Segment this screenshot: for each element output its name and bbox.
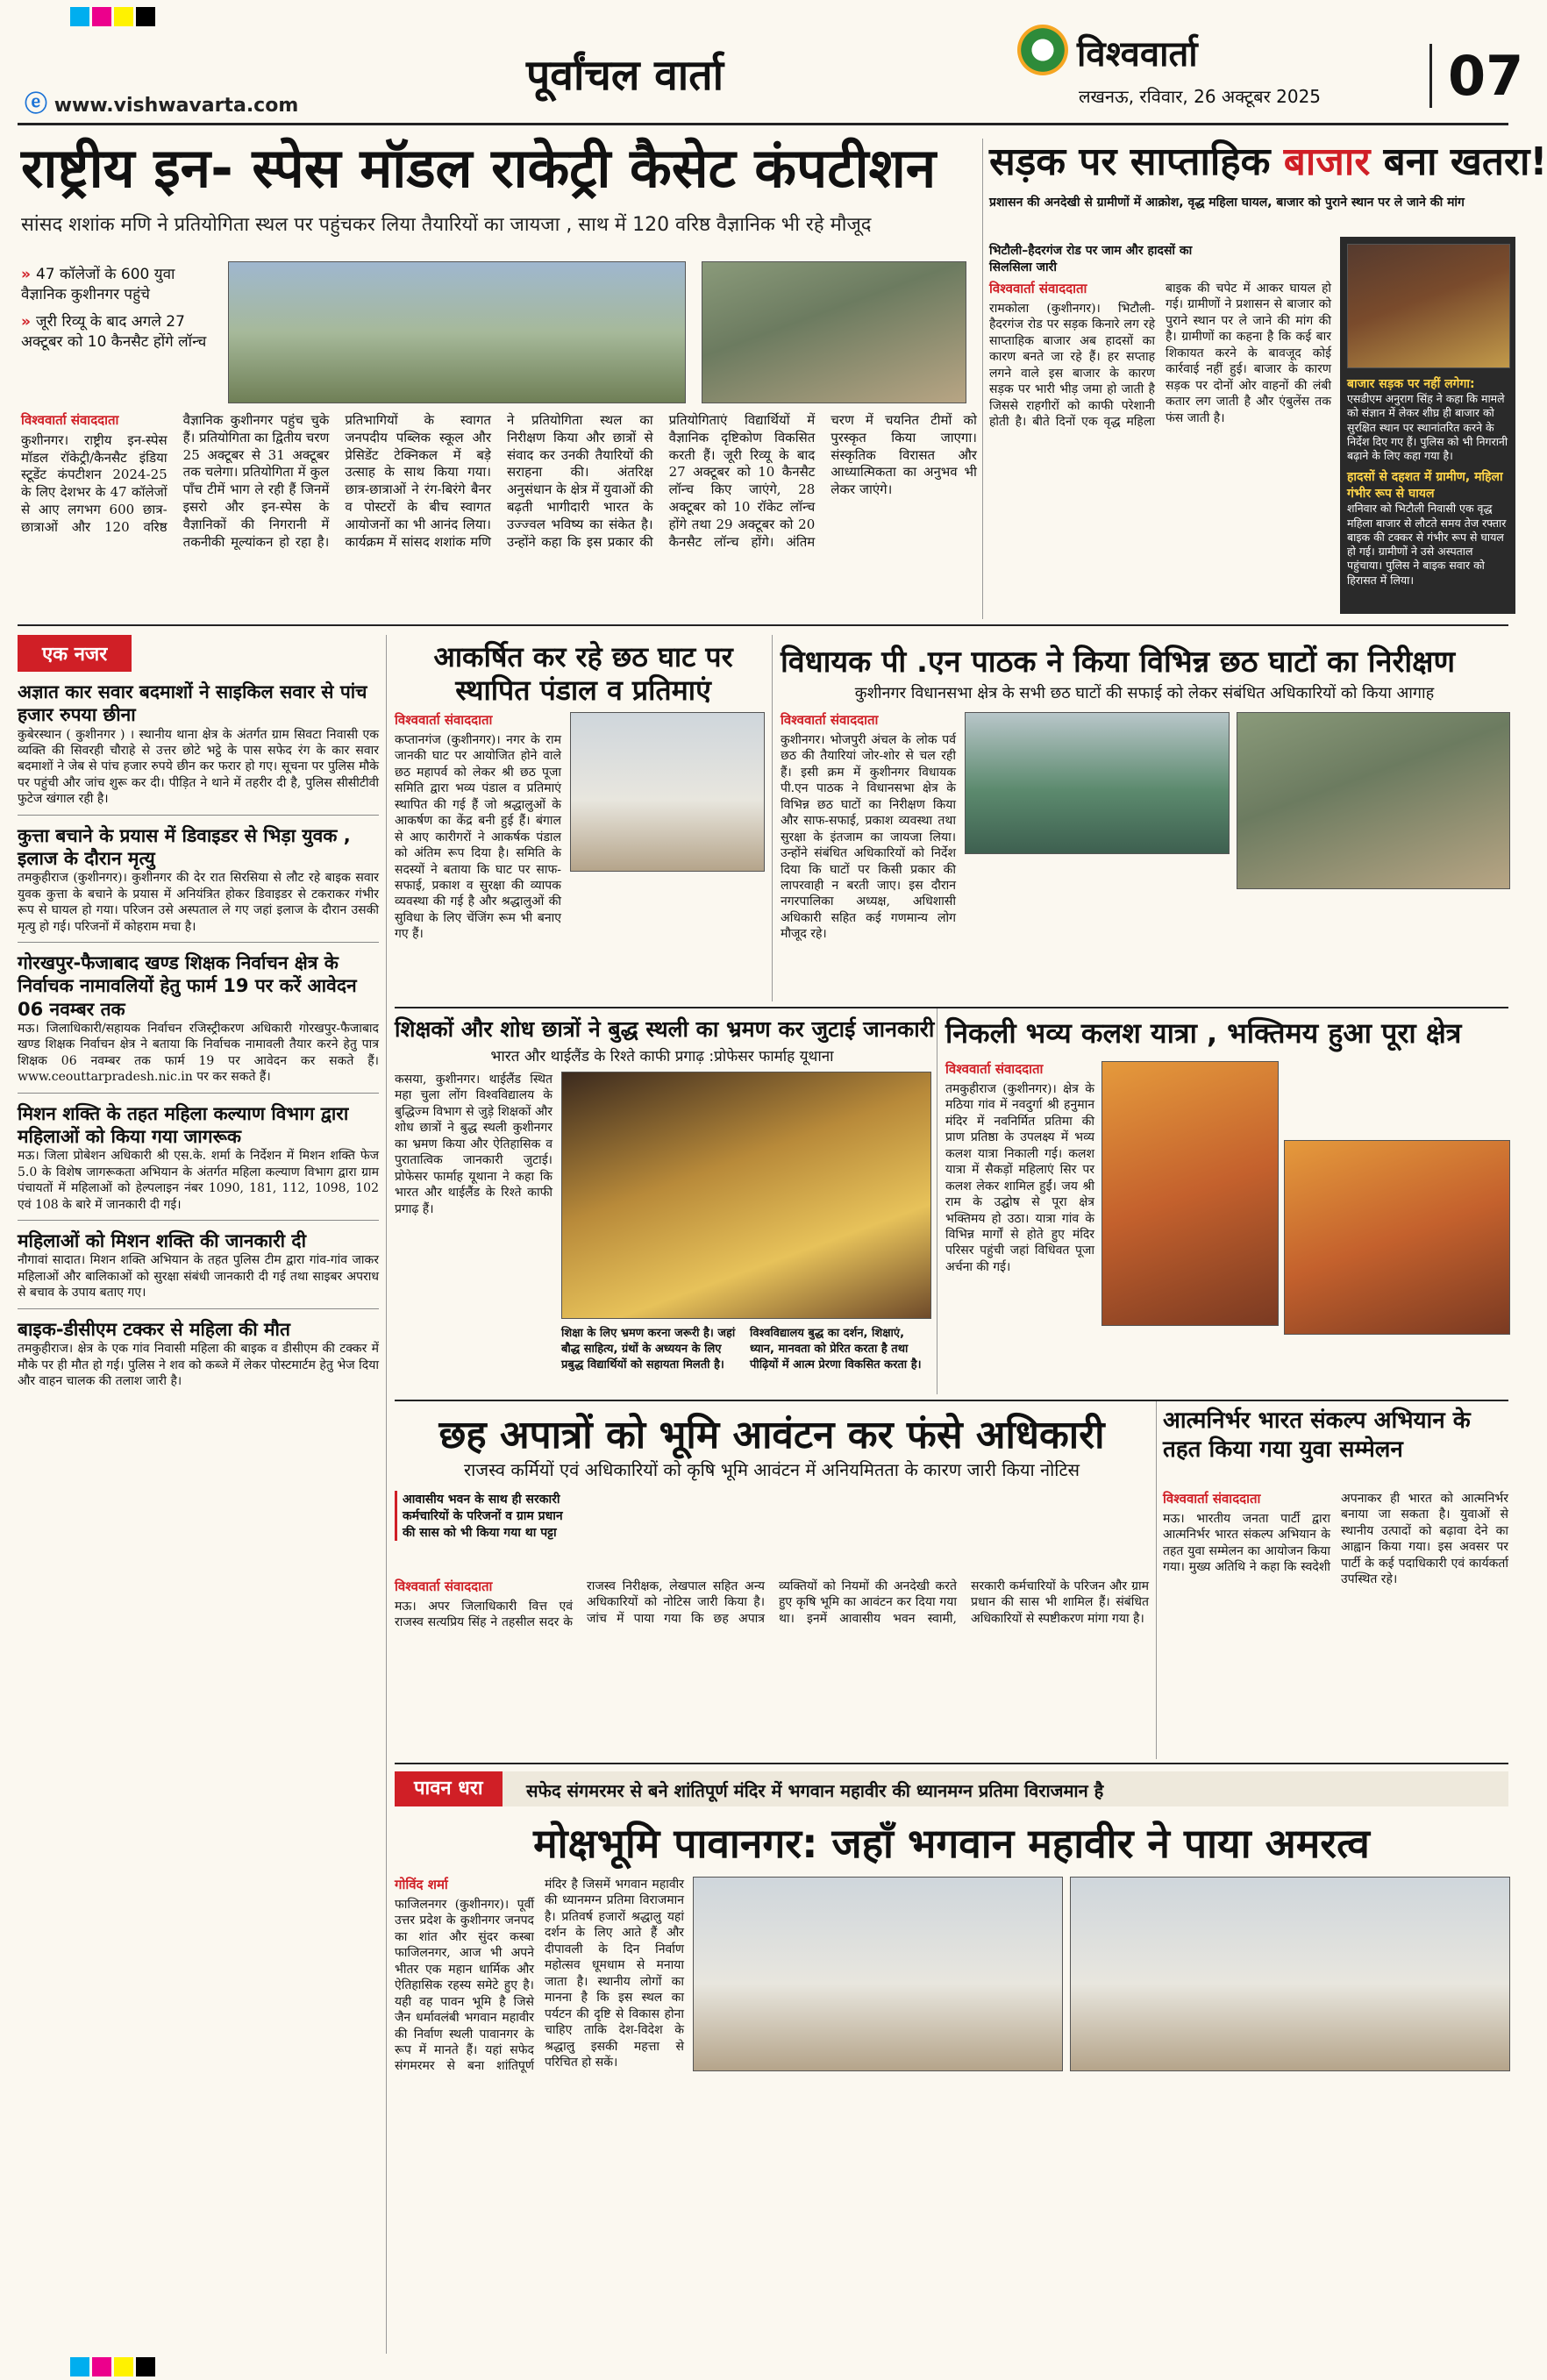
column-rule xyxy=(982,139,983,619)
dateline: लखनऊ, रविवार, 26 अक्टूबर 2025 xyxy=(1079,86,1322,107)
registration-marks-bottom xyxy=(70,2357,158,2380)
students-body: कसया, कुशीनगर। थाईलैंड स्थित महा चुला लोंग विश्वविद्यालय के बुद्धिज्म विभाग से जुड़े शिक्षकों और शोध छात्रों ने बुद्ध स्थली कुशीनगर का भ्रमण किया और ऐतिहासिक व पुरातात्विक जानकारी जुटाई। प्रोफेसर फार्माह यूथाना ने कहा कि भारत और थाईलैंड के रिश्ते काफी प्रगाढ़ हैं। xyxy=(395,1072,552,1216)
mla-subhead: कुशीनगर विधानसभा क्षेत्र के सभी छठ घाटों की सफाई को लेकर संबंधित अधिकारियों को किया आगाह xyxy=(854,684,1435,702)
pandal-body: विश्ववार्ता संवाददाता कप्तानगंज (कुशीनगर)। नगर के राम जानकी घाट पर आयोजित होने वाले छठ महापर्व को लेकर श्री छठ पूजा समिति द्वारा भव्य पंडाल व प्रतिमाएं स्थापित की गई हैं जो श्रद्धालुओं के आकर्षण का केंद्र बनी हुई हैं। बंगाल से आए कारीगरों ने आकर्षक पंडाल को अंतिम रूप दिया है। समिति के सदस्यों ने बताया कि घाट पर साफ-सफाई, प्रकाश व सुरक्षा की व्यापक व्यवस्था की गई है और श्रद्धालुओं की सुविधा के लिए चेंजिंग रूम भी बनाए गए हैं। xyxy=(395,712,561,942)
section-rule xyxy=(18,624,1508,626)
rocket-body: विश्ववार्ता संवाददाता कुशीनगर। राष्ट्रीय इन-स्पेस मॉडल रॉकेट्री/कैनसैट इंडिया स्टूडेंट कंपटीशन 2024-25 के लिए देशभर के 47 कॉलेजों से आए लगभग 600 छात्र-छात्राओं और 120 वरिष्ठ वैज्ञानिक कुशीनगर पहुंच चुके हैं। प्रतियोगिता का द्वितीय चरण 25 अक्टूबर से 31 अक्टूबर तक चलेगा। प्रतियोगिता में कुल पाँच टीमें भाग ले रही हैं जिनमें इसरो और इन-स्पेस के वैज्ञानिकों की निगरानी में तकनीकी मूल्यांकन हो रहा है। प्रतिभागियों के स्वागत जनपदीय पब्लिक स्कूल और प्रेसिडेंट टेक्निकल में बड़े उत्साह के साथ किया गया। छात्र-छात्राओं ने रंग-बिरंगे बैनर व पोस्टरों के बीच स्वागत आयोजनों का भी आनंद लिया। कार्यक्रम में सांसद शशांक मणि ने प्रतियोगिता स्थल का निरीक्षण किया और छात्रों से संवाद कर उनकी तैयारियों की सराहना की। अंतरिक्ष अनुसंधान के क्षेत्र में युवाओं की बढ़ती भागीदारी भारत के उज्ज्वल भविष्य का संकेत है। उन्होंने कहा कि इस प्रकार की प्रतियोगिताएं विद्यार्थियों में वैज्ञानिक दृष्टिकोण विकसित करती हैं। जूरी रिव्यू के बाद 27 अक्टूबर को 10 कैनसैट लॉन्च किए जाएंगे, 28 अक्टूबर को 10 रॉकेट लॉन्च होंगे तथा 29 अक्टूबर को 20 कैनसैट लॉन्च होंगे। अंतिम चरण में चयनित टीमों को पुरस्कृत किया जाएगा। संस्कृतिक विरासत और आध्यात्मिकता का अनुभव भी लेकर जाएंगे। xyxy=(21,412,977,550)
bazaar-subhead: प्रशासन की अनदेखी से ग्रामीणों में आक्रोश, वृद्ध महिला घायल, बाजार को पुराने स्थान पर ले जाने की मांग xyxy=(989,196,1465,210)
bazaar-sidebar-text2: शनिवार को भिटौली निवासी एक वृद्ध महिला बाजार से लौटते समय तेज रफ्तार बाइक की टक्कर से गंभीर रूप से घायल हो गई। ग्रामीणों ने उसे अस्पताल पहुंचाया। पुलिस ने बाइक सवार को हिरासत में लिया। xyxy=(1347,502,1507,587)
bazaar-headline: सड़क पर साप्ताहिक बाजार बना खतरा! xyxy=(989,139,1547,184)
rocket-photo xyxy=(228,261,686,403)
land-headline: छह अपात्रों को भूमि आवंटन कर फंसे अधिकारी xyxy=(438,1413,1105,1457)
kalash-photo-1 xyxy=(1101,1061,1279,1326)
ek-nazar-item: महिलाओं को मिशन शक्ति की जानकारी दी नौगावां सादात। मिशन शक्ति अभियान के तहत पुलिस टीम द्वारा गांव-गांव जाकर महिलाओं और बालिकाओं को सुरक्षा संबंधी जानकारी दी गई तथा साइबर अपराध से बचाव के उपाय बताए गए। xyxy=(18,1229,379,1309)
rocket-subhead: सांसद शशांक मणि ने प्रतियोगिता स्थल पर पहुंचकर लिया तैयारियों का जायजा , साथ में 120 वरिष्ठ वैज्ञानिक भी रहे मौजूद xyxy=(21,214,872,236)
mla-headline: विधायक पी .एन पाठक ने किया विभिन्न छठ घाटों का निरीक्षण xyxy=(781,645,1456,680)
section-rule xyxy=(395,1007,1508,1008)
ek-nazar-item: अज्ञात कार सवार बदमाशों ने साइकिल सवार से पांच हजार रुपया छीना कुबेरस्थान ( कुशीनगर ) । स्थानीय थाना क्षेत्र के अंतर्गत ग्राम सिवटा निवासी एक व्यक्ति की सिवरही चौराहे से उत्तर छोटे भट्ठे के पास सफेद रंग के कार सवार बदमाशों ने जेब से पांच हजार रुपये छीन कर फरार हो गए। सूचना पर पुलिस मौके पर पहुंची और जांच शुरू कर दी। पीड़ित ने थाने में तहरीर दी है, पुलिस सीसीटीवी फुटेज खंगाल रही है। xyxy=(18,681,379,816)
website-link[interactable]: ⓔ www.vishwavarta.com xyxy=(25,91,299,118)
atmanirbhar-body: विश्ववार्ता संवाददाता मऊ। भारतीय जनता पार्टी द्वारा आत्मनिर्भर भारत संकल्प अभियान के तहत युवा सम्मेलन का आयोजन किया गया। मुख्य अतिथि ने कहा कि स्वदेशी अपनाकर ही भारत को आत्मनिर्भर बनाया जा सकता है। युवाओं से स्थानीय उत्पादों को बढ़ावा देने का आह्वान किया गया। इस अवसर पर पार्टी के कई पदाधिकारी एवं कार्यकर्ता उपस्थित रहे। xyxy=(1163,1491,1508,1587)
kalash-headline: निकली भव्य कलश यात्रा , भक्तिमय हुआ पूरा क्षेत्र xyxy=(945,1016,1462,1050)
section-title: पूर्वांचल वार्ता xyxy=(526,51,724,100)
ek-nazar-item: गोरखपुर-फैजाबाद खण्ड शिक्षक निर्वाचन क्षेत्र के निर्वाचक नामावलियों हेतु फार्म 19 पर करें आवेदन 06 नवम्बर तक मऊ। जिलाधिकारी/सहायक निर्वाचन रजिस्ट्रीकरण अधिकारी गोरखपुर-फैजाबाद खण्ड शिक्षक निर्वाचन क्षेत्र ने बताया कि निर्वाचक नामावली तैयार करने हेतु पात्र शिक्षक 06 नवम्बर तक फार्म 19 पर आवेदन कर सकते हैं। www.ceouttarpradesh.nic.in पर कर सकते हैं। xyxy=(18,951,379,1094)
pawapuri-body: गोविंद शर्मा फाजिलनगर (कुशीनगर)। पूर्वी उत्तर प्रदेश के कुशीनगर जनपद का शांत और सुंदर कस्बा फाजिलनगर, आज भी अपने भीतर एक महान धार्मिक और ऐतिहासिक रहस्य समेटे हुए है। यही वह पावन भूमि है जिसे जैन धर्मावलंबी भगवान महावीर की निर्वाण स्थली पावानगर के रूप में मानते हैं। यहां सफेद संगमरमर से बना शांतिपूर्ण मंदिर है जिसमें भगवान महावीर की ध्यानमग्न प्रतिमा विराजमान है। प्रतिवर्ष हजारों श्रद्धालु यहां दर्शन के लिए आते हैं और दीपावली के दिन निर्वाण महोत्सव धूमधाम से मनाया जाता है। स्थानीय लोगों का मानना है कि इस स्थल का पर्यटन की दृष्टि से विकास होना चाहिए ताकि देश-विदेश के श्रद्धालु इसकी महत्ता से परिचित हो सकें। xyxy=(395,1877,684,2074)
bazaar-photo-caption: भिटौली–हैदरगंज रोड पर जाम और हादसों का सिलसिला जारी xyxy=(989,244,1193,274)
bazaar-sidebar xyxy=(1340,237,1515,614)
masthead xyxy=(0,0,1526,132)
mla-photo-group xyxy=(1237,712,1510,889)
bazaar-sidebar-title: बाजार सड़क पर नहीं लगेगा: xyxy=(1347,377,1475,391)
kalash-body: विश्ववार्ता संवाददाता तमकुहीराज (कुशीनगर)। क्षेत्र के मठिया गांव में नवदुर्गा श्री हनुमान मंदिर में नवनिर्मित प्रतिमा की प्राण प्रतिष्ठा के उपलक्ष्य में भव्य कलश यात्रा निकाली गई। कलश यात्रा में सैकड़ों महिलाएं सिर पर कलश लेकर शामिल हुईं। जय श्री राम के उद्घोष से पूरा क्षेत्र भक्तिमय हो उठा। यात्रा गांव के विभिन्न मार्गों से होते हुए मंदिर परिसर पहुंची जहां विधिवत पूजा अर्चना की गई। xyxy=(945,1061,1094,1274)
kalash-photo-2 xyxy=(1284,1140,1510,1335)
ek-nazar-item: मिशन शक्ति के तहत महिला कल्याण विभाग द्वारा महिलाओं को किया गया जागरूक मऊ। जिला प्रोबेशन अधिकारी श्री एस.के. शर्मा के निर्देशन में मिशन शक्ति फेज 5.0 के विशेष जागरूकता अभियान के अंतर्गत महिला कल्याण विभाग द्वारा ग्राम पंचायतों में महिलाओं को हेल्पलाइन नंबर 1090, 181, 112, 1098, 102 एवं 108 के बारे में जानकारी दी गई। xyxy=(18,1102,379,1221)
brand-logo-icon xyxy=(1017,25,1068,75)
students-caption-2: विश्वविद्यालय बुद्ध का दर्शन, शिक्षाएं, ध्यान, मानवता को प्रेरित करता है तथा पीढ़ियों में आत्म प्रेरणा विकसित करता है। xyxy=(750,1327,922,1372)
column-rule xyxy=(386,635,387,2354)
rocket-bullets xyxy=(21,263,214,351)
ek-nazar-column xyxy=(18,635,379,2354)
pawapuri-headline: मोक्षभूमि पावानगर: जहाँ भगवान महावीर ने पाया अमरत्व xyxy=(533,1820,1370,1867)
pawapuri-kicker-bar xyxy=(395,1771,1508,1806)
page-number: 07 xyxy=(1429,44,1523,108)
mla-photo-ghat xyxy=(965,712,1230,854)
browser-e-icon: ⓔ xyxy=(25,91,48,118)
students-headline: शिक्षकों और शोध छात्रों ने बुद्ध स्थली का भ्रमण कर जुटाई जानकारी xyxy=(395,1016,935,1042)
masthead-rule xyxy=(18,123,1508,125)
pawapuri-label: पावन धरा xyxy=(395,1771,503,1806)
pawapuri-idol-photo xyxy=(1070,1877,1510,2071)
bazaar-sidebar-title2: हादसों से दहशत में ग्रामीण, महिला गंभीर रूप से घायल xyxy=(1347,470,1503,502)
pawapuri-kicker: सफेद संगमरमर से बने शांतिपूर्ण मंदिर में भगवान महावीर की ध्यानमग्न प्रतिमा विराजमान है xyxy=(526,1780,1104,1801)
column-rule xyxy=(772,635,773,1001)
ek-nazar-item: बाइक-डीसीएम टक्कर से महिला की मौत तमकुहीराज। क्षेत्र के एक गांव निवासी महिला की बाइक व डीसीएम की टक्कर में मौके पर ही मौत हो गई। पुलिस ने शव को कब्जे में लेकर पोस्टमार्टम हेतु भेज दिया और वाहन चालक की तलाश जारी है। xyxy=(18,1318,379,1389)
land-pull-quote: आवासीय भवन के साथ ही सरकारी कर्मचारियों के परिजनों व ग्राम प्रधान की सास को भी किया गया था पट्टा xyxy=(395,1491,578,1541)
rocket-photo-2 xyxy=(702,261,966,403)
pandal-photo xyxy=(570,712,765,872)
atmanirbhar-headline: आत्मनिर्भर भारत संकल्प अभियान के तहत किया गया युवा सम्मेलन xyxy=(1163,1407,1471,1463)
rocket-headline: राष्ट्रीय इन- स्पेस मॉडल राकेट्री कैसेट कंपटीशन xyxy=(21,136,937,200)
students-subhead: भारत और थाईलैंड के रिश्ते काफी प्रगाढ़ :प्रोफेसर फार्माह यूथाना xyxy=(490,1048,834,1065)
land-body: विश्ववार्ता संवाददाता मऊ। अपर जिलाधिकारी वित्त एवं राजस्व सत्यप्रिय सिंह ने तहसील सदर के राजस्व निरीक्षक, लेखपाल सहित अन्य अधिकारियों को नोटिस जारी किया है। जांच में पाया गया कि छह अपात्र व्यक्तियों को नियमों की अनदेखी करते हुए कृषि भूमि का आवंटन कर दिया गया था। इनमें आवासीय भवन स्वामी, सरकारी कर्मचारियों के परिजन और ग्राम प्रधान की सास भी शामिल हैं। संबंधित अधिकारियों से स्पष्टीकरण मांगा गया है। xyxy=(395,1578,1149,1630)
ek-nazar-item: कुत्ता बचाने के प्रयास में डिवाइडर से भिड़ा युवक , इलाज के दौरान मृत्यु तमकुहीराज (कुशीनगर)। कुशीनगर की देर रात सिरसिया से लौट रहे बाइक सवार युवक कुत्ता के बचाने के प्रयास में अनियंत्रित होकर डिवाइडर से टकराकर गंभीर रूप से घायल हो गया। परिजन उसे अस्पताल ले गए जहां इलाज के दौरान उसकी मृत्यु हो गई। परिजनों में कोहराम मचा है। xyxy=(18,824,379,943)
mla-body: विश्ववार्ता संवाददाता कुशीनगर। भोजपुरी अंचल के लोक पर्व छठ की तैयारियां जोर-शोर से चल रही हैं। इसी क्रम में कुशीनगर विधायक पी.एन पाठक ने विधानसभा क्षेत्र के विभिन्न छठ घाटों का निरीक्षण किया और साफ-सफाई, प्रकाश व्यवस्था तथा सुरक्षा के इंतजाम का जायजा लिया। उन्होंने संबंधित अधिकारियों को निर्देश दिया कि घाटों पर किसी प्रकार की लापरवाही न बरती जाए। इस दौरान नगरपालिका अध्यक्ष, अधिशासी अधिकारी सहित कई गणमान्य लोग मौजूद रहे। xyxy=(781,712,956,942)
pawapuri-temple-photo xyxy=(693,1877,1063,2071)
bazaar-photo xyxy=(1347,244,1510,368)
rocket-bullet: » जूरी रिव्यू के बाद अगले 27 अक्टूबर को 10 कैनसैट होंगे लॉन्च xyxy=(21,310,214,351)
section-rule xyxy=(395,1400,1508,1401)
brand-name: विश्ववार्ता xyxy=(1077,34,1198,75)
pandal-headline: आकर्षित कर रहे छठ घाट पर स्थापित पंडाल व प्रतिमाएं xyxy=(433,640,733,708)
rocket-bullet: » 47 कॉलेजों के 600 युवा वैज्ञानिक कुशीनगर पहुंचे xyxy=(21,263,214,303)
students-photo xyxy=(561,1072,931,1319)
section-rule xyxy=(395,1763,1508,1764)
ek-nazar-label: एक नजर xyxy=(18,635,132,672)
students-caption-1: शिक्षा के लिए भ्रमण करना जरूरी है। जहां बौद्ध साहित्य, ग्रंथों के अध्ययन के लिए प्रबुद्ध विद्यार्थियों को सहायता मिलती है। xyxy=(561,1327,736,1372)
registration-marks xyxy=(70,7,158,30)
land-subhead: राजस्व कर्मियों एवं अधिकारियों को कृषि भूमि आवंटन में अनियमितता के कारण जारी किया नोटिस xyxy=(463,1459,1080,1480)
column-rule xyxy=(1156,1401,1157,1759)
bazaar-body: विश्ववार्ता संवाददाता रामकोला (कुशीनगर)। भिटौली-हैदरगंज रोड पर सड़क किनारे लग रहे साप्ताहिक बाजार अब हादसों का कारण बनते जा रहे हैं। हर सप्ताह लगने वाले इस बाजार के कारण सड़क पर भारी भीड़ जमा हो जाती है जिससे राहगीरों को काफी परेशानी होती है। बीते दिनों एक वृद्ध महिला बाइक की चपेट में आकर घायल हो गई। ग्रामीणों ने प्रशासन से बाजार को पुराने स्थान पर ले जाने की मांग की है। ग्रामीणों का कहना है कि कई बार शिकायत करने के बावजूद कोई कार्रवाई नहीं हुई। बाजार के कारण सड़क पर दोनों ओर वाहनों की लंबी कतार लग जाती है और एंबुलेंस तक फंस जाती है। xyxy=(989,281,1331,430)
bazaar-sidebar-text: एसडीएम अनुराग सिंह ने कहा कि मामले को संज्ञान में लेकर शीघ्र ही बाजार को सुरक्षित स्थान पर स्थानांतरित करने के निर्देश दिए गए हैं। पुलिस को भी निगरानी बढ़ाने के लिए कहा गया है। xyxy=(1347,392,1508,462)
